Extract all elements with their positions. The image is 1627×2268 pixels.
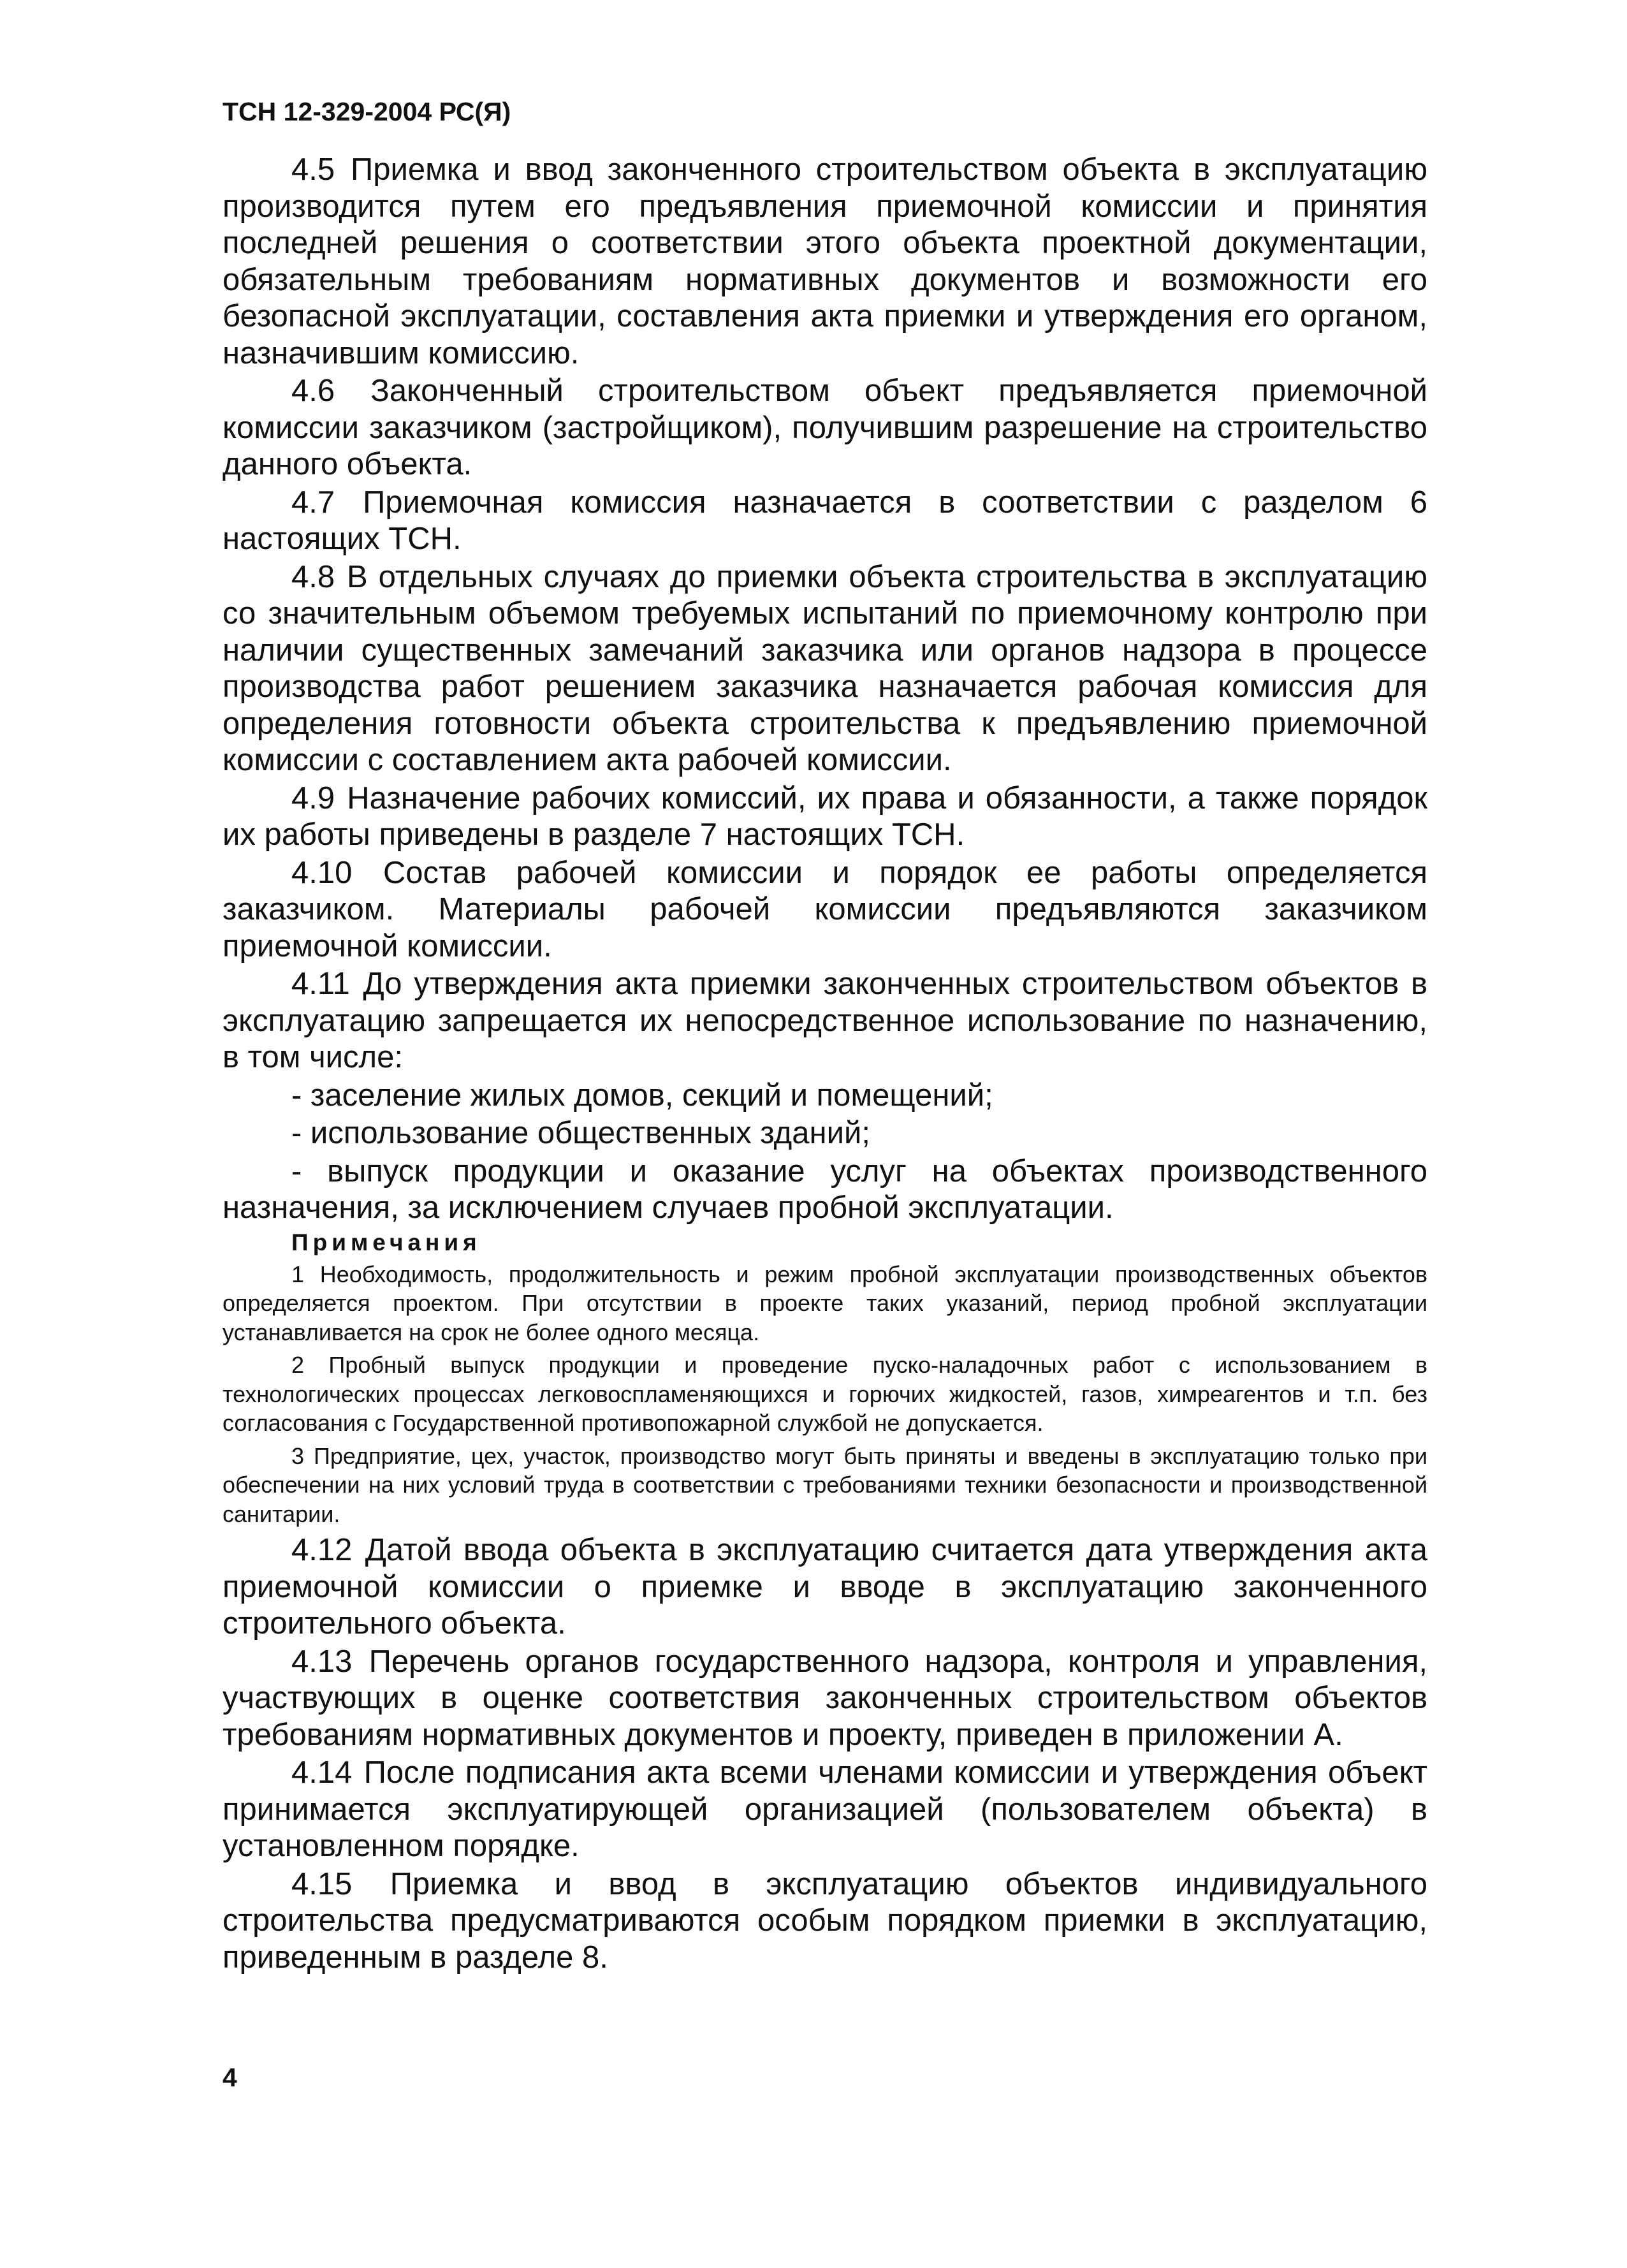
clause-text: Приемка и ввод законченного строительством объекта в эксплуатацию производится путем его предъявления приемочной комиссии и принятия последней решения о соответствии этого объекта проектной документации, обязательным требованиям нормативных документов и возможности его безопасной эксплуатации, составления акта приемки и утверждения его органом, назначившим комиссию. [223, 152, 1427, 370]
list-item: - заселение жилых домов, секций и помещений; [291, 1078, 993, 1113]
clause-text: До утверждения акта приемки законченных строительством объектов в эксплуатацию запрещается их непосредственное использование по назначению, в том числе: [223, 967, 1428, 1074]
notes-title: Примечания [291, 1229, 481, 1255]
clause-text: Законченный строительством объект предъявляется приемочной комиссии заказчиком (застройщиком), получившим разрешение на строительство данного объекта. [223, 374, 1427, 481]
clause-number: 4.13 [291, 1644, 353, 1679]
clause-4-11 [223, 966, 1427, 1076]
clause-text: После подписания акта всеми членами комиссии и утверждения объект принимается эксплуатирующей организацией (пользователем объекта) в установленном порядке. [223, 1755, 1427, 1863]
clause-4-8 [223, 559, 1427, 779]
note-2: 2 Пробный выпуск продукции и проведение пуско-наладочных работ с использованием в технологических процессах легковоспламеняющихся и горючих жидкостей, газов, химреагентов и т.п. без согласования с Государственной противопожарной службой не допускается. [223, 1352, 1427, 1436]
clause-number: 4.8 [291, 559, 335, 594]
document-code: ТСН 12-329-2004 РС(Я) [223, 97, 511, 126]
note-3: 3 Предприятие, цех, участок, производство могут быть приняты и введены в эксплуатацию только при обеспечении на них условий труда в соответствии с требованиями техники безопасности и производственной санитарии. [223, 1442, 1427, 1527]
clause-4-5 [223, 152, 1427, 372]
clause-4-12 [223, 1532, 1427, 1642]
clause-number: 4.7 [291, 485, 335, 520]
note-1: 1 Необходимость, продолжительность и режим пробной эксплуатации производственных объектов определяется проектом. При отсутствии в проекте таких указаний, период пробной эксплуатации устанавливается на срок не более одного месяца. [223, 1261, 1427, 1345]
clause-number: 4.14 [291, 1755, 353, 1790]
clause-4-14 [223, 1755, 1427, 1865]
clause-4-10 [223, 855, 1427, 965]
clause-text: Состав рабочей комиссии и порядок ее работы определяется заказчиком. Материалы рабочей комиссии предъявляются заказчиком приемочной комиссии. [223, 855, 1427, 963]
clause-4-7 [223, 485, 1427, 558]
clause-text: Датой ввода объекта в эксплуатацию считается дата утверждения акта приемочной комиссии о приемке и вводе в эксплуатацию законченного строительного объекта. [223, 1533, 1427, 1641]
clause-4-9 [223, 780, 1427, 854]
clause-text: Перечень органов государственного надзора, контроля и управления, участвующих в оценке соответствия законченных строительством объектов требованиям нормативных документов и проекту, приведен в приложении А. [223, 1644, 1427, 1752]
clause-text: Назначение рабочих комиссий, их права и обязанности, а также порядок их работы приведены в разделе 7 настоящих ТСН. [223, 780, 1427, 852]
clause-number: 4.9 [291, 780, 335, 816]
clause-number: 4.5 [291, 152, 335, 187]
clause-number: 4.12 [291, 1533, 353, 1567]
clause-text: Приемочная комиссия назначается в соответствии с разделом 6 настоящих ТСН. [223, 485, 1427, 556]
clause-4-15 [223, 1866, 1427, 1977]
list-item: - использование общественных зданий; [291, 1116, 870, 1150]
page-number: 4 [223, 2063, 237, 2092]
clause-4-13 [223, 1644, 1427, 1754]
clause-number: 4.6 [291, 374, 335, 408]
list-item: - выпуск продукции и оказание услуг на объектах производственного назначения, за исключением случаев пробной эксплуатации. [223, 1153, 1427, 1225]
clause-text: Приемка и ввод в эксплуатацию объектов индивидуального строительства предусматриваются особым порядком приемки в эксплуатацию, приведенным в разделе 8. [223, 1866, 1427, 1975]
clause-4-6 [223, 373, 1427, 483]
clause-number: 4.11 [291, 967, 350, 1001]
document-body [223, 152, 1427, 1977]
clause-text: В отдельных случаях до приемки объекта строительства в эксплуатацию со значительным объемом требуемых испытаний по приемочному контролю при наличии существенных замечаний заказчика или органов надзора в процессе производства работ решением заказчика назначается рабочая комиссия для определения готовности объекта строительства к предъявлению приемочной комиссии с составлением акта рабочей комиссии. [223, 559, 1427, 777]
clause-number: 4.10 [291, 855, 353, 890]
clause-number: 4.15 [291, 1866, 353, 1901]
